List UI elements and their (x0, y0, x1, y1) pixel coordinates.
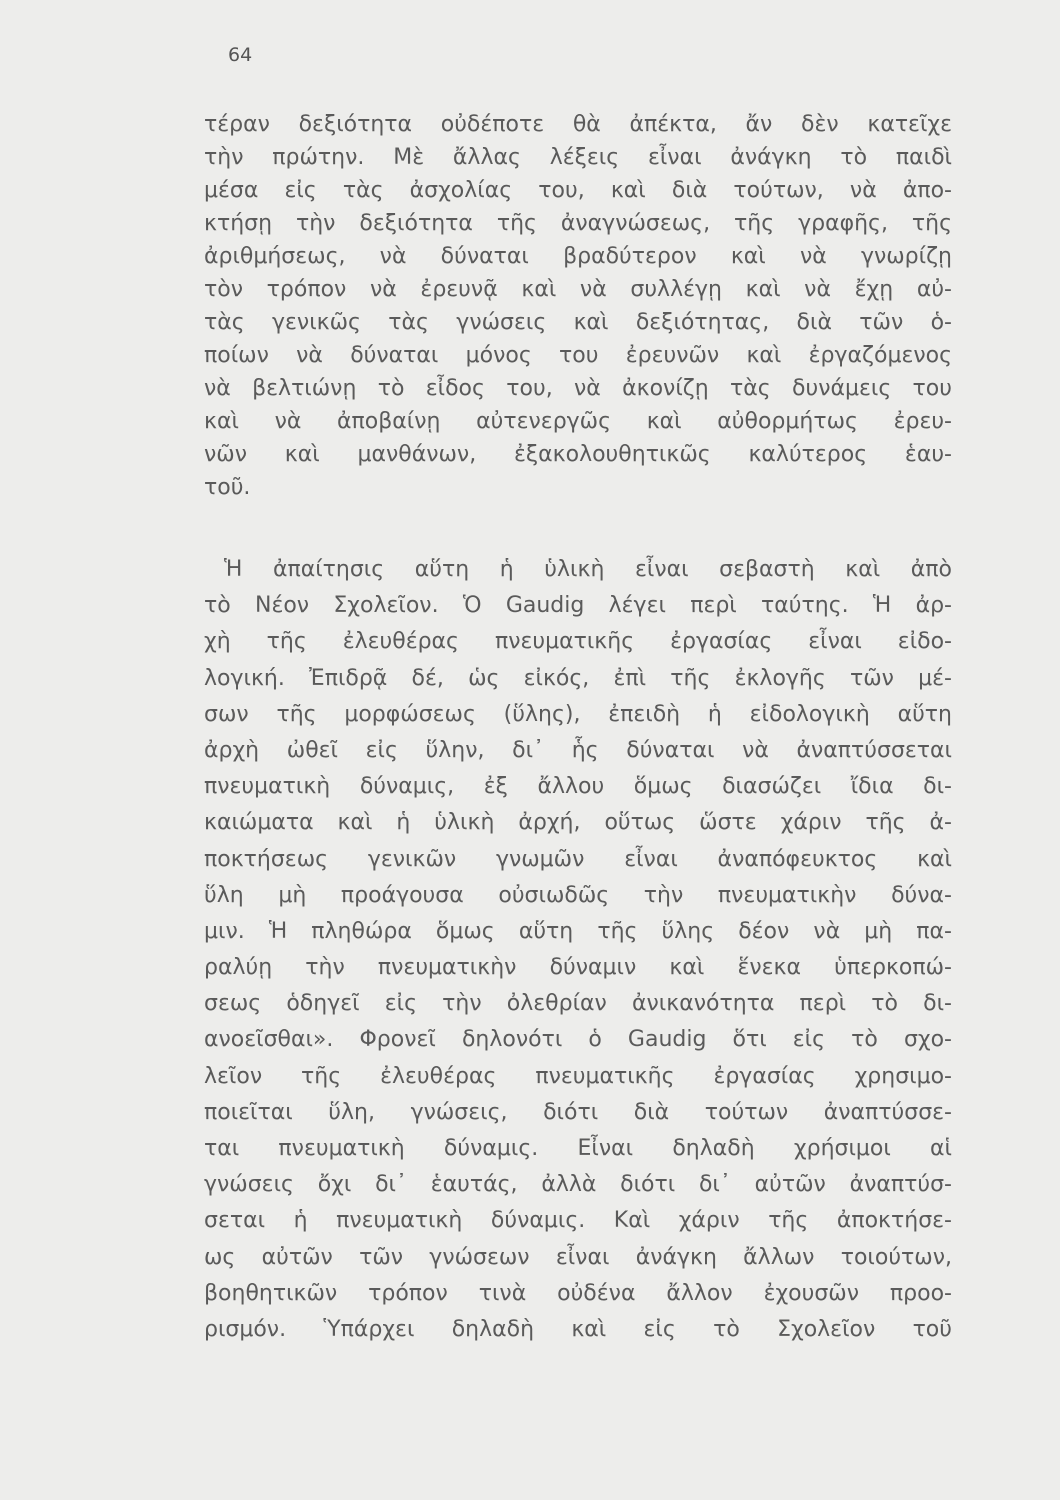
text-line: ποίων νὰ δύναται μόνος του ἐρευνῶν καὶ ἐργαζόμενος (204, 343, 952, 368)
text-line: καὶ νὰ ἀποβαίνῃ αὐτενεργῶς καὶ αὐθορμήτως ἐρευ- (204, 409, 952, 434)
text-line: σεται ἡ πνευματικὴ δύναμις. Καὶ χάριν τῆς ἀποκτήσε- (204, 1208, 952, 1234)
text-line: τὸν τρόπον νὰ ἐρευνᾷ καὶ νὰ συλλέγῃ καὶ νὰ ἔχῃ αὐ- (204, 277, 952, 302)
text-line: καιώματα καὶ ἡ ὑλικὴ ἀρχή, οὕτως ὥστε χάριν τῆς ἀ- (204, 810, 952, 836)
text-line: Ἡ ἀπαίτησις αὕτη ἡ ὑλικὴ εἶναι σεβαστὴ καὶ ἀπὸ (224, 557, 952, 582)
text-line: λεῖον τῆς ἐλευθέρας πνευματικῆς ἐργασίας χρησιμο- (204, 1063, 952, 1089)
text-line: κτήσῃ τὴν δεξιότητα τῆς ἀναγνώσεως, τῆς γραφῆς, τῆς (204, 211, 952, 236)
text-line: νῶν καὶ μανθάνων, ἐξακολουθητικῶς καλύτερος ἑαυ- (204, 442, 952, 467)
text-line: πνευματικὴ δύναμις, ἐξ ἄλλου ὅμως διασώζει ἴδια δι- (204, 774, 952, 800)
text-line: ανοεῖσθαι». Φρονεῖ δηλονότι ὁ Gaudig ὅτι εἰς τὸ σχο- (204, 1027, 952, 1053)
text-line: ως αὐτῶν τῶν γνώσεων εἶναι ἀνάγκη ἄλλων τοιούτων, (204, 1244, 952, 1270)
text-line: μέσα εἰς τὰς ἀσχολίας του, καὶ διὰ τούτων, νὰ ἀπο- (204, 178, 952, 203)
text-line: βοηθητικῶν τρόπον τινὰ οὐδένα ἄλλον ἐχουσῶν προο- (204, 1280, 952, 1306)
text-line: ραλύῃ τὴν πνευματικὴν δύναμιν καὶ ἕνεκα ὑπερκοπώ- (204, 955, 952, 981)
paragraph-1 (204, 108, 952, 504)
text-line: ὕλη μὴ προάγουσα οὐσιωδῶς τὴν πνευματικὴν δύνα- (204, 882, 952, 908)
text-line: ἀρχὴ ὠθεῖ εἰς ὕλην, δι᾿ ἧς δύναται νὰ ἀναπτύσσεται (204, 737, 952, 763)
text-line: ποιεῖται ὕλη, γνώσεις, διότι διὰ τούτων ἀναπτύσσε- (204, 1099, 952, 1125)
paragraph-2 (204, 552, 952, 1348)
text-line: τέραν δεξιότητα οὐδέποτε θὰ ἀπέκτα, ἄν δὲν κατεῖχε (204, 112, 952, 137)
text-line: γνώσεις ὄχι δι᾿ ἑαυτάς, ἀλλὰ διότι δι᾿ αὐτῶν ἀναπτύσ- (204, 1172, 952, 1198)
page-number: 64 (228, 44, 253, 66)
text-line: ρισμόν. Ὑπάρχει δηλαδὴ καὶ εἰς τὸ Σχολεῖον τοῦ (204, 1316, 952, 1342)
text-line: χὴ τῆς ἐλευθέρας πνευματικῆς ἐργασίας εἶναι εἰδο- (204, 629, 952, 655)
text-line: τὰς γενικῶς τὰς γνώσεις καὶ δεξιότητας, διὰ τῶν ὁ- (204, 310, 952, 335)
text-line: τοῦ. (204, 475, 251, 500)
text-line: ποκτήσεως γενικῶν γνωμῶν εἶναι ἀναπόφευκτος καὶ (204, 846, 952, 872)
text-line: μιν. Ἡ πληθώρα ὅμως αὕτη τῆς ὕλης δέον νὰ μὴ πα- (204, 918, 952, 944)
text-line: λογική. Ἐπιδρᾷ δέ, ὡς εἰκός, ἐπὶ τῆς ἐκλογῆς τῶν μέ- (204, 665, 952, 691)
text-line: σεως ὁδηγεῖ εἰς τὴν ὀλεθρίαν ἀνικανότητα περὶ τὸ δι- (204, 991, 952, 1017)
text-line: ἀριθμήσεως, νὰ δύναται βραδύτερον καὶ νὰ γνωρίζῃ (204, 244, 952, 269)
text-line: ται πνευματικὴ δύναμις. Εἶναι δηλαδὴ χρήσιμοι αἱ (204, 1136, 952, 1161)
text-line: σων τῆς μορφώσεως (ὕλης), ἐπειδὴ ἡ εἰδολογικὴ αὕτη (204, 701, 952, 727)
text-line: νὰ βελτιώνῃ τὸ εἶδος του, νὰ ἀκονίζῃ τὰς δυνάμεις του (204, 376, 952, 401)
text-line: τὴν πρώτην. Μὲ ἄλλας λέξεις εἶναι ἀνάγκη τὸ παιδὶ (204, 145, 952, 170)
text-line: τὸ Νέον Σχολεῖον. Ὁ Gaudig λέγει περὶ ταύτης. Ἡ ἀρ- (204, 593, 952, 619)
